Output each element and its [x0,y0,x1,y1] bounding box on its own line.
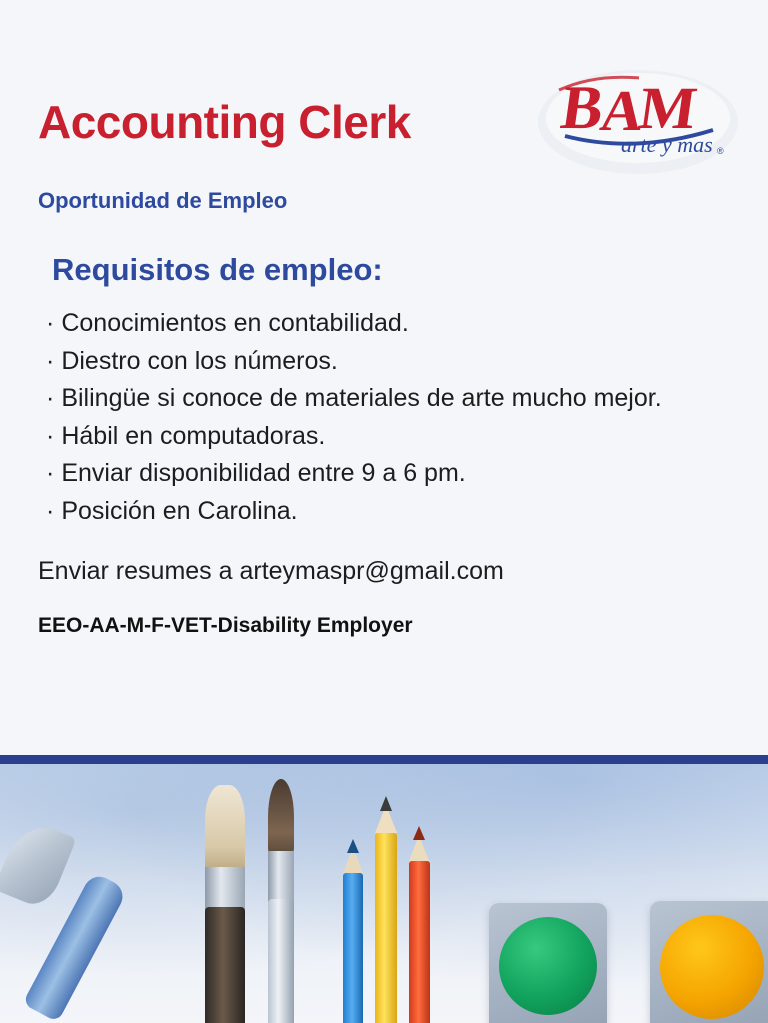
list-item-text: Diestro con los números. [61,346,338,375]
yellow-paint-pan-icon [650,901,768,1023]
list-item-text: Enviar disponibilidad entre 9 a 6 pm. [61,459,466,488]
send-resumes-line: Enviar resumes a arteymaspr@gmail.com [38,557,504,586]
list-item-text: Hábil en computadoras. [61,421,326,450]
list-item [46,494,730,530]
svg-text:M: M [634,75,701,142]
list-item-text: Bilingüe si conoce de materiales de arte mucho mejor. [61,384,662,413]
list-item [46,306,730,342]
round-brush-icon [268,773,294,1023]
svg-text:B: B [556,73,608,142]
bullet-icon: · [46,496,55,525]
svg-text:arte y mas: arte y mas [621,132,713,157]
flat-brush-icon [205,773,245,1023]
bullet-icon: · [46,346,55,375]
bullet-icon: · [46,421,55,450]
list-item-text: Conocimientos en contabilidad. [61,309,409,338]
list-item [46,344,730,380]
page-title: Accounting Clerk [38,96,411,148]
orange-pencil-icon [409,818,430,1023]
list-item-text: Posición en Carolina. [61,496,298,525]
bullet-icon: · [46,384,55,413]
bullet-icon: · [46,459,55,488]
list-item [46,419,730,455]
blue-pencil-icon [343,833,363,1023]
bam-arte-y-mas-logo [535,56,740,186]
list-item [46,381,730,417]
subtitle: Oportunidad de Empleo [38,188,288,214]
green-paint-pan-icon [489,903,607,1023]
svg-text:®: ® [717,146,724,156]
eeo-statement: EEO-AA-M-F-VET-Disability Employer [38,614,413,638]
svg-text:A: A [596,78,648,143]
yellow-pencil-icon [375,788,397,1023]
requirements-heading: Requisitos de empleo: [52,252,383,288]
list-item [46,456,730,492]
bullet-icon: · [46,309,55,338]
art-supplies-photo [0,755,768,1023]
photo-divider [0,755,768,764]
requirements-list [38,288,730,529]
